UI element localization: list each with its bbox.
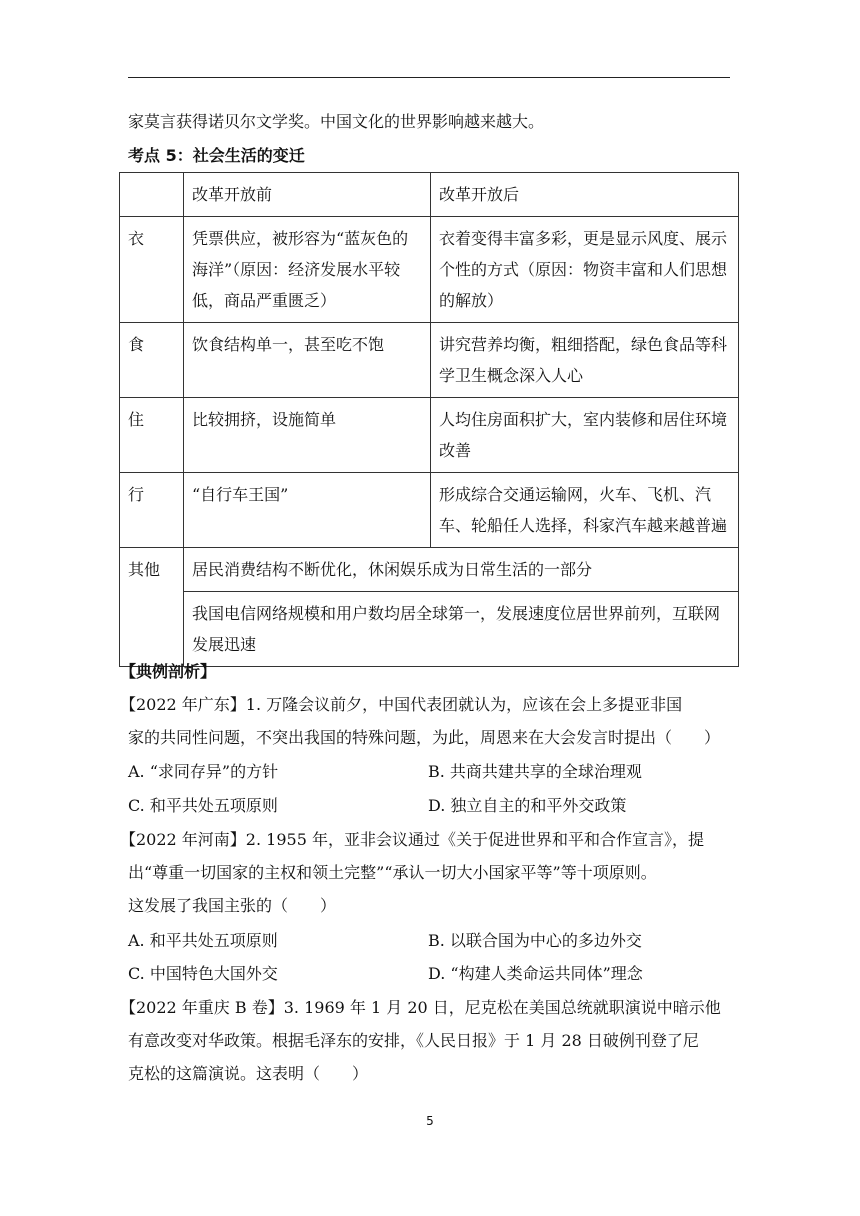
table-row xyxy=(120,217,739,323)
question-1-line: 家的共同性问题，不突出我国的特殊问题，为此，周恩来在大会发言时提出（ ） xyxy=(128,728,721,747)
before-cell: 凭票供应，被形容为“蓝灰色的海洋”（原因：经济发展水平较低，商品严重匮乏） xyxy=(184,217,431,323)
row-label: 住 xyxy=(120,398,184,473)
other-cell: 我国电信网络规模和用户数均居全球第一，发展速度位居世界前列，互联网发展迅速 xyxy=(184,592,739,667)
other-cell: 居民消费结构不断优化，休闲娱乐成为日常生活的一部分 xyxy=(184,548,739,592)
question-2-option-a: A. 和平共处五项原则 xyxy=(128,931,278,950)
after-cell: 人均住房面积扩大，室内装修和居住环境改善 xyxy=(431,398,739,473)
row-label: 衣 xyxy=(120,217,184,323)
question-3-line: 有意改变对华政策。根据毛泽东的安排，《人民日报》于 1 月 28 日破例刊登了尼 xyxy=(128,1031,699,1050)
row-label: 食 xyxy=(120,323,184,398)
page-number: 5 xyxy=(426,1114,434,1128)
question-1-line: 【2022 年广东】1. 万隆会议前夕，中国代表团就认为，应该在会上多提亚非国 xyxy=(120,695,683,714)
question-1-option-c: C. 和平共处五项原则 xyxy=(128,796,278,815)
after-cell: 讲究营养均衡，粗细搭配，绿色食品等科学卫生概念深入人心 xyxy=(431,323,739,398)
table-row-other xyxy=(120,592,739,667)
table-header-row xyxy=(120,173,739,217)
after-cell: 形成综合交通运输网，火车、飞机、汽车、轮船任人选择，科家汽车越来越普遍 xyxy=(431,473,739,548)
question-1-option-b: B. 共商共建共享的全球治理观 xyxy=(428,762,642,781)
header-rule xyxy=(128,77,730,78)
question-2-line: 【2022 年河南】2. 1955 年，亚非会议通过《关于促进世界和平和合作宣言》，提 xyxy=(120,830,704,849)
question-3-line: 【2022 年重庆 B 卷】3. 1969 年 1 月 20 日，尼克松在美国总统就职演说中暗示他 xyxy=(120,998,721,1017)
table-row xyxy=(120,398,739,473)
social-life-table xyxy=(119,172,739,667)
question-3-line: 克松的这篇演说。这表明（ ） xyxy=(128,1064,369,1083)
table-row xyxy=(120,473,739,548)
table-header-cell: 改革开放后 xyxy=(431,173,739,217)
table-header-cell: 改革开放前 xyxy=(184,173,431,217)
after-cell: 衣着变得丰富多彩，更是显示风度、展示个性的方式（原因：物资丰富和人们思想的解放） xyxy=(431,217,739,323)
table-header-cell xyxy=(120,173,184,217)
examples-title: 【典例剖析】 xyxy=(120,662,217,681)
section-title: 考点 5：社会生活的变迁 xyxy=(128,146,305,165)
before-cell: 比较拥挤，设施简单 xyxy=(184,398,431,473)
row-label: 行 xyxy=(120,473,184,548)
table-row xyxy=(120,323,739,398)
question-2-option-c: C. 中国特色大国外交 xyxy=(128,964,278,983)
question-1-option-d: D. 独立自主的和平外交政策 xyxy=(428,796,627,815)
table-row-other xyxy=(120,548,739,592)
row-label: 其他 xyxy=(120,548,184,667)
question-2-line: 出“尊重一切国家的主权和领土完整”“承认一切大小国家平等”等十项原则。 xyxy=(128,863,657,882)
before-cell: 饮食结构单一，甚至吃不饱 xyxy=(184,323,431,398)
question-2-line: 这发展了我国主张的（ ） xyxy=(128,896,337,915)
question-1-option-a: A. “求同存异”的方针 xyxy=(128,762,279,781)
intro-line: 家莫言获得诺贝尔文学奖。中国文化的世界影响越来越大。 xyxy=(128,112,545,131)
question-2-option-d: D. “构建人类命运共同体”理念 xyxy=(428,964,643,983)
before-cell: “自行车王国” xyxy=(184,473,431,548)
question-2-option-b: B. 以联合国为中心的多边外交 xyxy=(428,931,642,950)
